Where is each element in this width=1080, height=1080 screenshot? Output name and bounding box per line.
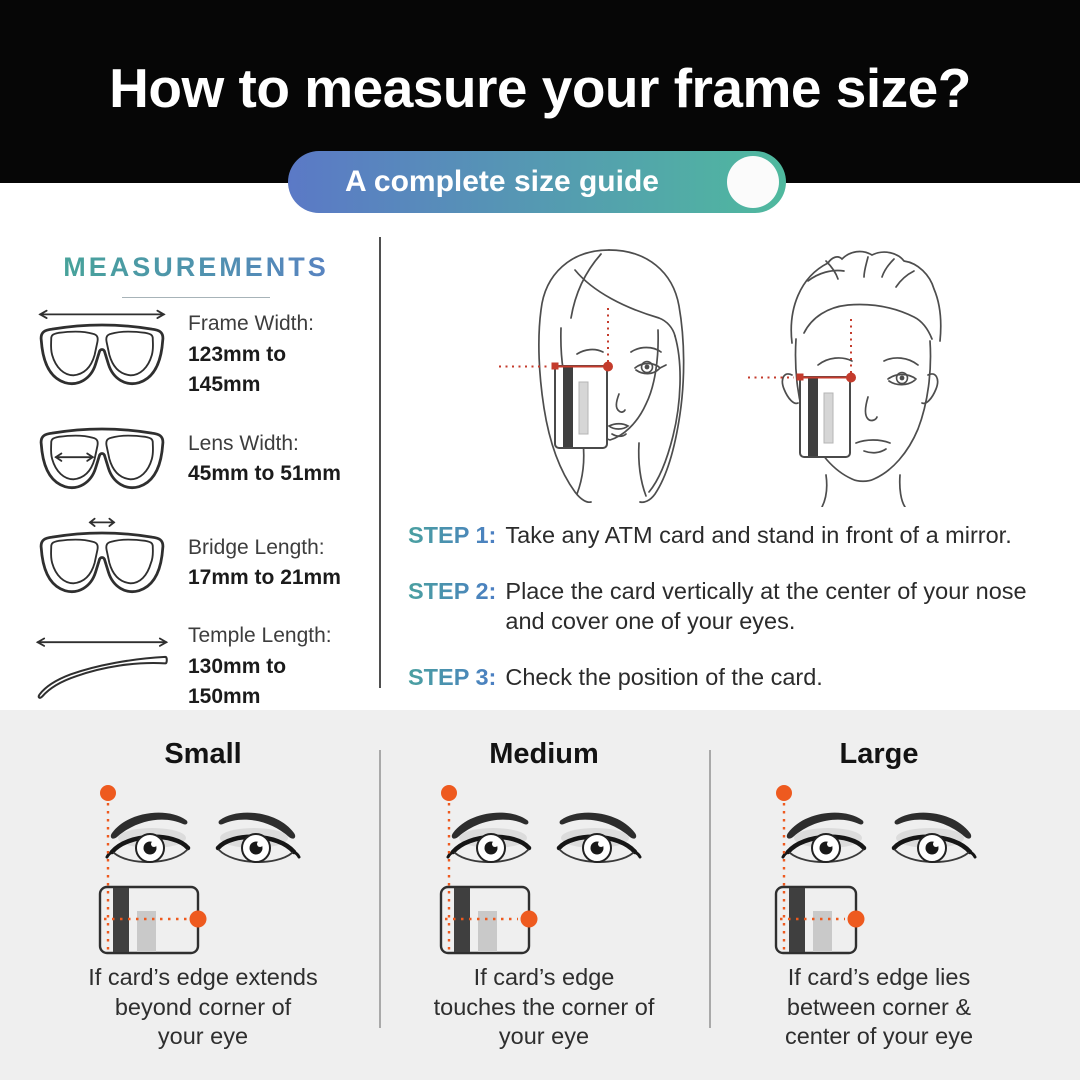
badge-label: A complete size guide — [345, 165, 659, 198]
size-column-medium — [384, 710, 704, 1052]
step-2-label: STEP 2: — [408, 576, 496, 607]
column-divider — [709, 750, 711, 1028]
man-face-card-diagram — [748, 247, 983, 507]
measurement-value: 123mm to 145mm — [188, 342, 287, 397]
size-title: Medium — [489, 738, 599, 770]
vertical-divider — [379, 237, 381, 688]
measurement-value: 17mm to 21mm — [188, 566, 341, 589]
size-caption: If card’s edge lies between corner & center of your eye — [784, 964, 974, 1050]
measurement-label: Lens Width: — [188, 431, 299, 455]
column-divider — [379, 750, 381, 1028]
measurement-label: Bridge Length: — [188, 535, 325, 559]
measurement-row-lens-width — [28, 412, 364, 506]
size-column-small — [28, 710, 378, 1052]
eyes-card-small-icon — [88, 779, 318, 957]
eyes-card-large-icon — [764, 779, 994, 957]
size-results-section — [0, 710, 1080, 1080]
step-3-text: Check the position of the card. — [505, 663, 823, 690]
measurements-panel — [28, 252, 364, 714]
step-1-label: STEP 1: — [408, 520, 496, 551]
measurement-row-temple-length — [28, 620, 364, 714]
size-caption: If card’s edge extends beyond corner of your eye — [88, 964, 318, 1050]
step-2-text: Place the card vertically at the center of your nose and cover one of your eyes. — [505, 577, 1027, 635]
step-1-text: Take any ATM card and stand in front of a mirror. — [505, 522, 1012, 548]
step-1 — [408, 520, 1068, 551]
badge-circle-icon — [727, 156, 779, 208]
eyes-card-medium-icon — [429, 779, 659, 957]
size-guide-badge — [288, 151, 786, 213]
measurement-row-bridge-length — [28, 516, 364, 610]
step-2 — [408, 576, 1068, 637]
temple-length-icon — [28, 633, 176, 701]
measurement-value: 45mm to 51mm — [188, 462, 341, 485]
measurement-label: Temple Length: — [188, 624, 332, 648]
measurements-heading: MEASUREMENTS — [28, 252, 364, 283]
step-3-label: STEP 3: — [408, 662, 496, 693]
size-column-large — [714, 710, 1044, 1052]
glasses-frame-width-icon — [28, 307, 176, 403]
steps-list — [408, 520, 1068, 717]
glasses-bridge-length-icon — [28, 515, 176, 611]
page-title: How to measure your frame size? — [109, 57, 971, 119]
size-caption: If card’s edge touches the corner of your eye — [433, 964, 655, 1050]
size-title: Small — [164, 738, 242, 770]
woman-face-card-diagram — [497, 244, 722, 504]
heading-underline — [122, 297, 270, 298]
measurement-row-frame-width — [28, 308, 364, 402]
glasses-lens-width-icon — [28, 411, 176, 507]
size-title: Large — [839, 738, 919, 770]
step-3 — [408, 662, 1068, 693]
measurement-value: 130mm to 150mm — [188, 654, 287, 709]
measurement-label: Frame Width: — [188, 312, 315, 336]
